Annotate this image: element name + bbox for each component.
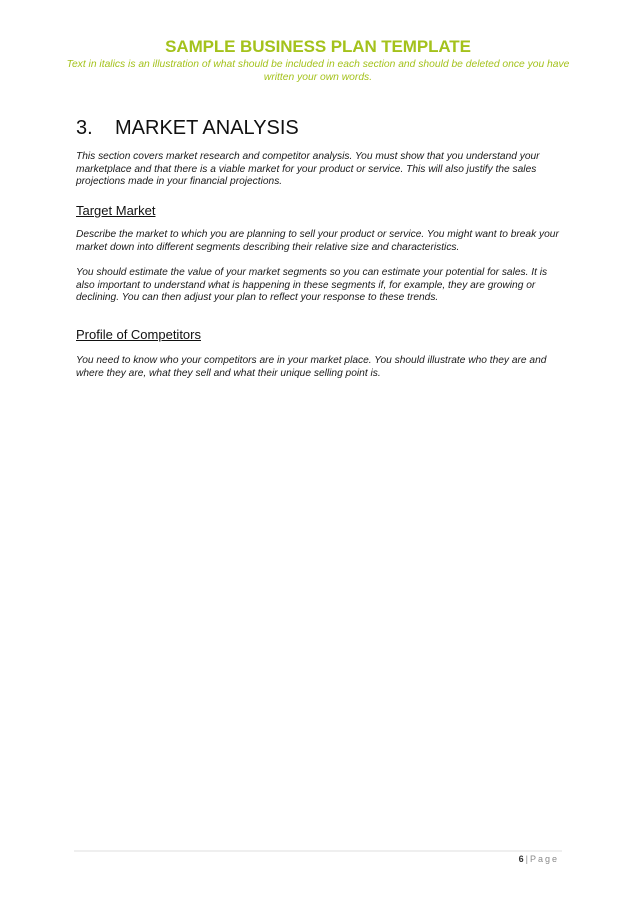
page-number: 6 <box>518 854 524 864</box>
subheading-target-market: Target Market <box>76 203 156 218</box>
section-number: 3. <box>76 117 93 139</box>
page-separator: | <box>525 854 528 864</box>
footer-divider <box>74 850 562 852</box>
subheading-profile-of-competitors: Profile of Competitors <box>76 327 201 342</box>
competitors-paragraph: You need to know who your competitors are in your market place. You should illustrate who they are and where they are, what they sell and what their unique selling point is. <box>76 355 547 379</box>
section-title: MARKET ANALYSIS <box>115 117 299 139</box>
page-label: Page <box>529 854 559 864</box>
document-subtitle: Text in italics is an illustration of what should be included in each section and should be deleted once you have written your own words. <box>66 59 570 83</box>
target-market-paragraph-2: You should estimate the value of your market segments so you can estimate your potential for sales. It is also important to understand what is happening in these segments if, for example, they are growing or declining. You can then adjust your plan to reflect your response to these trends. <box>76 267 548 304</box>
section-heading <box>76 116 299 140</box>
page-header <box>60 37 576 84</box>
page-footer <box>519 854 559 865</box>
section-intro-paragraph: This section covers market research and competitor analysis. You must show that you understand your marketplace and that there is a viable market for your product or service. This will also justify the sales projections made in your financial projections. <box>76 151 540 188</box>
target-market-paragraph-1: Describe the market to which you are planning to sell your product or service. You might want to break your market down into different segments describing their relative size and characteristics. <box>76 229 559 253</box>
document-title: SAMPLE BUSINESS PLAN TEMPLATE <box>165 37 471 56</box>
